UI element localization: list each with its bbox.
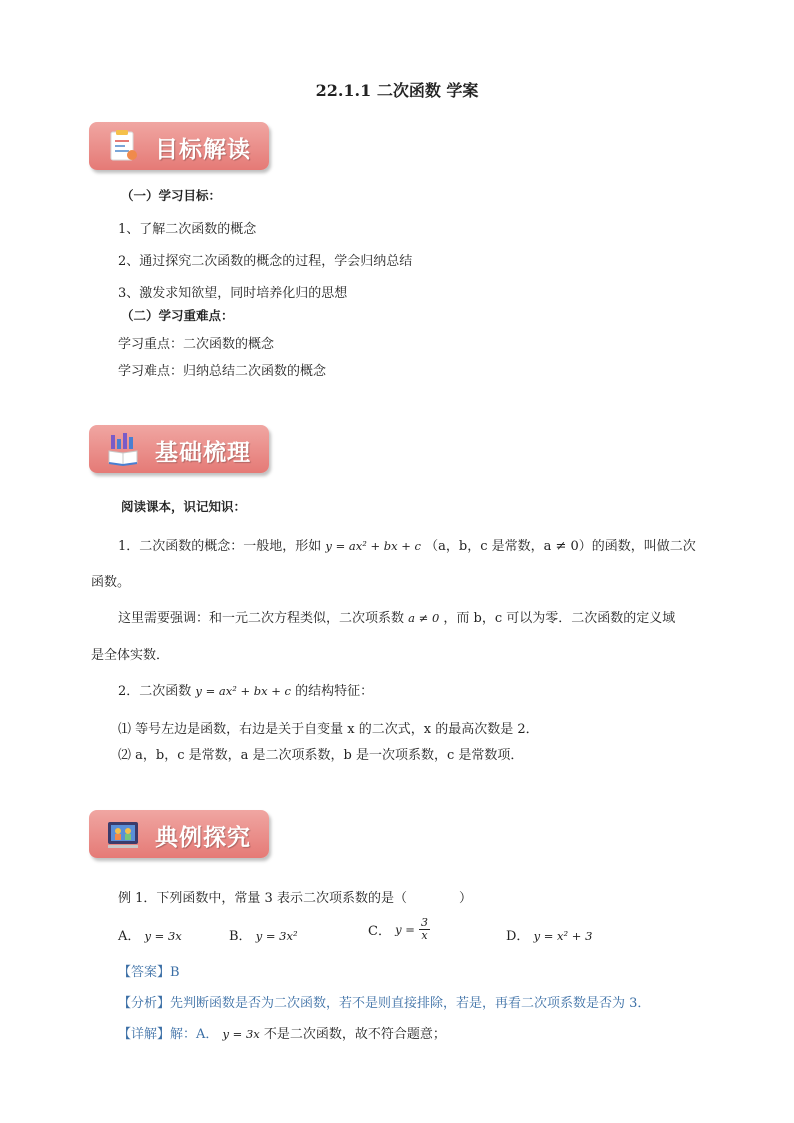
detail-label: 【详解】解：A．: [118, 1027, 219, 1042]
coefficient-condition: a ≠ 0: [408, 611, 440, 625]
option-a-formula: y = 3x: [144, 929, 182, 943]
section-title-examples: 典例探究: [155, 825, 251, 851]
concept-text-a: 1．二次函数的概念：一般地，形如: [118, 539, 322, 554]
example-question: 例 1．下列函数中，常量 3 表示二次项系数的是（ ）: [118, 891, 472, 906]
option-a-label: A．: [118, 929, 141, 944]
option-d: [506, 925, 592, 944]
goal-item-1: 1、了解二次函数的概念: [118, 222, 257, 237]
option-c: [368, 917, 430, 942]
difficult-point: 学习难点：归纳总结二次函数的概念: [118, 364, 327, 379]
section-title-basics: 基础梳理: [155, 440, 251, 466]
option-d-label: D．: [506, 929, 530, 944]
document-icon: [105, 128, 141, 164]
section-banner-goals: [89, 122, 269, 170]
option-c-lhs: y =: [395, 922, 415, 937]
detail-text: 不是二次函数，故不符合题意；: [263, 1027, 446, 1042]
structure-text-b: 的结构特征：: [295, 684, 374, 699]
option-b: [229, 925, 298, 944]
emphasis-paragraph: [118, 607, 675, 626]
option-a: [118, 925, 182, 944]
option-c-fraction: [419, 917, 430, 942]
option-c-numerator: 3: [421, 916, 429, 929]
section-title-goals: 目标解读: [155, 137, 251, 163]
emphasis-text-a: 这里需要强调：和一元二次方程类似，二次项系数: [118, 611, 405, 626]
page-title: 22.1.1 二次函数 学案: [315, 81, 479, 100]
structure-heading: [118, 680, 373, 699]
option-b-formula: y = 3x²: [255, 929, 298, 943]
difficulty-heading: （二）学习重难点：: [121, 308, 234, 323]
option-d-formula: y = x² + 3: [533, 929, 593, 943]
key-point: 学习重点：二次函数的概念: [118, 337, 275, 352]
option-c-denominator: x: [421, 929, 428, 942]
presentation-board-icon: [105, 816, 141, 852]
section-banner-basics: [89, 425, 269, 473]
option-b-label: B．: [229, 929, 252, 944]
concept-paragraph-end: 函数。: [91, 575, 131, 590]
answer-line: 【答案】B: [118, 965, 180, 980]
concept-paragraph: [118, 535, 696, 554]
structure-formula: y = ax² + bx + c: [195, 684, 291, 698]
book-chart-icon: [105, 431, 141, 467]
detail-line: [118, 1023, 446, 1042]
structure-point-2: ⑵ a，b，c 是常数，a 是二次项系数，b 是一次项系数，c 是常数项．: [118, 748, 524, 763]
goal-item-2: 2、通过探究二次函数的概念的过程，学会归纳总结: [118, 254, 413, 269]
emphasis-paragraph-end: 是全体实数．: [91, 648, 170, 663]
quadratic-formula: y = ax² + bx + c: [325, 539, 421, 553]
detail-formula: y = 3x: [222, 1027, 260, 1041]
analysis-line: 【分析】先判断函数是否为二次函数，若不是则直接排除，若是，再看二次项系数是否为 3．: [118, 996, 651, 1011]
structure-text-a: 2．二次函数: [118, 684, 192, 699]
goal-item-3: 3、激发求知欲望，同时培养化归的思想: [118, 286, 348, 301]
structure-point-1: ⑴ 等号左边是函数，右边是关于自变量 x 的二次式，x 的最高次数是 2．: [118, 722, 539, 737]
concept-text-b: （a，b，c 是常数，a ≠ 0）的函数，叫做二次: [425, 539, 696, 554]
goals-heading: （一）学习目标：: [121, 188, 222, 203]
emphasis-text-b: ，而 b，c 可以为零．二次函数的定义域: [443, 611, 676, 626]
section-banner-examples: [89, 810, 269, 858]
reading-intro: 阅读课本，识记知识：: [121, 499, 247, 514]
option-c-label: C．: [368, 924, 391, 939]
